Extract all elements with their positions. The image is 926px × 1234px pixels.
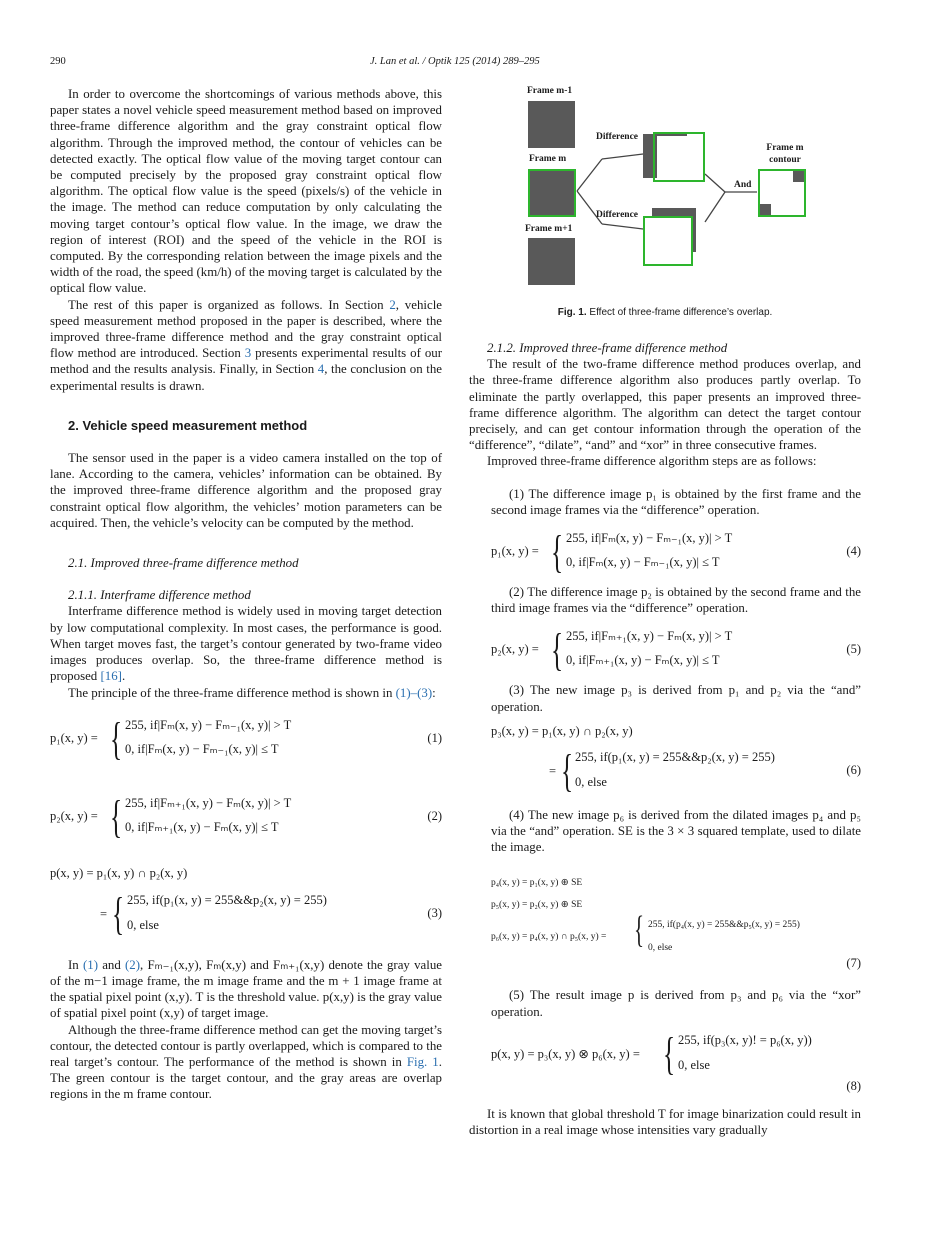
brace: { (561, 744, 574, 796)
eq6-line-1: p₃(x, y) = p₁(x, y) ∩ p₂(x, y) (491, 723, 633, 738)
equation-5 (491, 626, 861, 676)
text-span: . The green contour is the target contour, and the gray areas are overlap regions in the m frame contour. (50, 1054, 442, 1102)
text-span: : (432, 685, 436, 700)
eq5-case-1: 255, if|Fₘ₊₁(x, y) − Fₘ(x, y)| > T (566, 629, 733, 644)
overlap-bottom-left (760, 204, 771, 215)
right-column (469, 340, 861, 1138)
equation-6 (491, 723, 861, 799)
eq5-number: (5) (846, 642, 861, 657)
eq3-case-2: 0, else (127, 917, 159, 932)
eq2-case-2: 0, if|Fₘ₊₁(x, y) − Fₘ(x, y)| ≤ T (125, 819, 279, 834)
eq-2-link[interactable]: (2) (125, 957, 141, 972)
eq2-number: (2) (427, 808, 442, 823)
eq7-case-2: 0, else (648, 943, 673, 954)
text-span: Interframe difference method is widely used in moving target detection by low computational complexity. In most cases, the performance is good. When target moves fast, the target’s contour generated by two-frame video images produces overlap. So, the three-frame difference method is proposed (50, 604, 442, 684)
principle-paragraph (50, 685, 442, 701)
text-span: , vehicle speed measurement method proposed in the paper is described, where the improved three-frame difference method and the gray constraint optical flow method are introduced. Section (50, 297, 442, 361)
overlap-paragraph (50, 1022, 442, 1103)
fig-1-link[interactable]: Fig. 1 (406, 1054, 439, 1069)
improved-paragraph-2: Improved three-frame difference algorithm steps are as follows: (487, 454, 817, 469)
equation-4 (491, 528, 861, 578)
threshold-paragraph: It is known that global threshold T for image binarization could result in distortion in a real image whose intensities vary gradually (469, 1106, 861, 1138)
left-column (50, 86, 442, 1103)
step-5: (5) The result image p is derived from p₃ and p₆ via the “xor” operation. (491, 988, 861, 1019)
text-span: . (121, 669, 126, 684)
step-1: (1) The difference image p₁ is obtained by the first frame and the second image frames via the “difference” operation. (491, 486, 861, 517)
eq3-case-1: 255, if(p₁(x, y) = 255&&p₂(x, y) = 255) (127, 892, 327, 907)
running-title: J. Lan et al. / Optik 125 (2014) 289–295 (370, 56, 540, 67)
eq4-case-1: 255, if|Fₘ(x, y) − Fₘ₋₁(x, y)| > T (566, 531, 733, 546)
eq4-number: (4) (846, 544, 861, 559)
brace: { (551, 624, 564, 676)
equation-8 (491, 1027, 861, 1096)
frame-m-plus-1-label: Frame m+1 (525, 224, 573, 234)
eq7-case-1: 255, if(p₄(x, y) = 255&&p₅(x, y) = 255) (648, 920, 800, 931)
equation-explanation (50, 957, 442, 1022)
eq1-lhs: p₁(x, y) = (50, 730, 98, 745)
equation-3 (50, 865, 442, 941)
equation-7 (491, 863, 861, 975)
section-2-link[interactable]: 2 (389, 297, 396, 312)
text-span: , the conclusion on the experimental results is drawn. (50, 362, 442, 393)
eq-1-link[interactable]: (1) (82, 957, 98, 972)
difference-1-inner (657, 136, 701, 180)
eq7-line-1: p₄(x, y) = p₁(x, y) ⊕ SE (491, 878, 583, 889)
eq7-number: (7) (846, 956, 861, 971)
eq4-case-2: 0, if|Fₘ(x, y) − Fₘ₋₁(x, y)| ≤ T (566, 555, 720, 570)
eq1-case-1: 255, if|Fₘ(x, y) − Fₘ₋₁(x, y)| > T (125, 717, 292, 732)
text-span: , Fₘ₋₁(x,y), Fₘ(x,y) and Fₘ₊₁(x,y) denote the gray value of the m−1 image frame, the m image frame and the m + 1 image frame at the spatial pixel point (x,y). T is the threshold value. p(x,y) is the gray value of spatial pixel point (x,y) of target image. (50, 957, 442, 1021)
text-span: and (97, 957, 126, 972)
and-label: And (734, 180, 752, 190)
equation-1 (50, 712, 442, 765)
caption-label: Fig. 1. (557, 307, 587, 318)
text-span: The rest of this paper is organized as follows. In Section (68, 297, 390, 312)
eq8-lhs: p(x, y) = p₃(x, y) ⊗ p₆(x, y) = (491, 1046, 640, 1061)
eq4-lhs: p₁(x, y) = (491, 544, 539, 559)
eq3-equals: = (100, 906, 108, 921)
difference-label-1: Difference (596, 132, 639, 142)
eq5-lhs: p₂(x, y) = (491, 642, 539, 657)
eq7-line-2: p₅(x, y) = p₂(x, y) ⊕ SE (491, 900, 583, 911)
intro-paragraph-1: In order to overcome the shortcomings of various methods above, this paper states a novel vehicle speed measurement method based on improved three-frame difference algorithm and the gray constraint optical flow algorithm. Through the improved method, the contour of vehicles can be detected exactly. The optical flow value of the moving target contour can be computed precisely by the proposed gray constraint optical flow algorithm. The optical flow value is the speed (pixels/s) of the vehicle in the image. The method can reduce computation by only calculating the moving target contour’s optical flow value. In the image, we draw the region of interest (ROI) and the speed of the vehicle in the ROI is computed. By the corresponding relation between the image pixels and the width of the road, the speed (km/h) of the moving target is calculated by the optical flow value. (50, 87, 442, 296)
eq2-case-1: 255, if|Fₘ₊₁(x, y) − Fₘ(x, y)| > T (125, 795, 292, 810)
figure-1 (520, 84, 820, 294)
eq5-case-2: 0, if|Fₘ₊₁(x, y) − Fₘ(x, y)| ≤ T (566, 653, 720, 668)
text-span: The principle of the three-frame difference method is shown in (68, 685, 396, 700)
step-2: (2) The difference image p₂ is obtained by the second frame and the third image frames via the “difference” operation. (491, 585, 861, 616)
eq3-number: (3) (427, 905, 442, 920)
eq6-case-2: 0, else (575, 774, 607, 789)
eq-1-3-link[interactable]: (1)–(3) (395, 685, 433, 700)
text-span: presents experimental results of our method and the results analysis. Finally, in Section (50, 346, 442, 377)
text-span: Although the three-frame difference method can get the moving target’s contour, the detected contour is partly overlapped, which is compared to the real target’s contour. The performance of the method is shown in (50, 1022, 442, 1069)
brace: { (110, 790, 123, 842)
difference-2-contour (643, 216, 693, 266)
section-4-link[interactable]: 4 (317, 362, 325, 377)
ref-16-link[interactable]: [16] (100, 669, 122, 684)
overlap-top-right (793, 171, 804, 182)
eq1-number: (1) (427, 730, 442, 745)
text-span: In (68, 957, 83, 972)
eq2-lhs: p₂(x, y) = (50, 808, 98, 823)
subsection-2-1-1-heading: 2.1.1. Interframe difference method (68, 588, 251, 603)
result-contour-box (758, 169, 806, 217)
frame-m-minus-1-label: Frame m-1 (527, 86, 573, 96)
step-4: (4) The new image p₆ is derived from the dilated images p₄ and p₅ via the “and” operation. SE is the 3 × 3 squared template, used to dilate the image. (491, 807, 861, 855)
equation-2 (50, 790, 442, 843)
figure-1-caption (470, 307, 860, 318)
eq8-case-2: 0, else (678, 1057, 710, 1072)
frame-m-label: Frame m (529, 154, 567, 164)
page-number: 290 (50, 56, 66, 67)
brace: { (110, 712, 123, 764)
caption-text: Effect of three-frame difference’s overlap. (586, 307, 773, 318)
frame-m-contour-label: Frame m contour (766, 143, 804, 165)
eq7-lhs: p₆(x, y) = p₄(x, y) ∩ p₅(x, y) = (491, 932, 607, 943)
subsection-2-1-2-heading: 2.1.2. Improved three-frame difference method (487, 341, 728, 355)
step-3: (3) The new image p₃ is derived from p₁ and p₂ via the “and” operation. (491, 683, 861, 714)
eq6-case-1: 255, if(p₁(x, y) = 255&&p₂(x, y) = 255) (575, 749, 775, 764)
improved-paragraph-1: The result of the two-frame difference method produces overlap, and the three-frame difference algorithm also produces partly overlap. To eliminate the partly overlapped, this paper presents an improved three-frame difference algorithm. The algorithm can detect the target contour precisely, and can get contour information through the operation of the “difference”, “dilate”, “and” and “xor” in three consecutive frames. (469, 357, 861, 453)
eq8-case-1: 255, if(p₃(x, y)! = p₆(x, y)) (678, 1032, 812, 1047)
brace: { (634, 909, 645, 952)
section-3-link[interactable]: 3 (244, 346, 252, 361)
brace: { (551, 526, 564, 578)
eq1-case-2: 0, if|Fₘ(x, y) − Fₘ₋₁(x, y)| ≤ T (125, 741, 279, 756)
eq6-equals: = (549, 763, 557, 778)
difference-label-2: Difference (596, 210, 639, 220)
subsection-2-1-heading: 2.1. Improved three-frame difference method (68, 556, 299, 571)
eq3-line-1: p(x, y) = p₁(x, y) ∩ p₂(x, y) (50, 865, 188, 880)
interframe-paragraph (50, 603, 442, 684)
eq8-number: (8) (846, 1078, 861, 1093)
section-2-paragraph: The sensor used in the paper is a video camera installed on the top of lane. According to the camera, vehicles’ information can be obtained. By the improved three-frame difference algorithm and the proposed gray constraint optical flow algorithm, the vehicles’ motion parameters can be acquired. Then, the vehicle’s velocity can be computed by the method. (50, 451, 442, 530)
brace: { (112, 887, 125, 939)
intro-paragraph-2 (50, 297, 442, 394)
eq6-number: (6) (846, 762, 861, 777)
brace: { (663, 1027, 676, 1079)
section-2-heading: 2. Vehicle speed measurement method (68, 417, 308, 433)
